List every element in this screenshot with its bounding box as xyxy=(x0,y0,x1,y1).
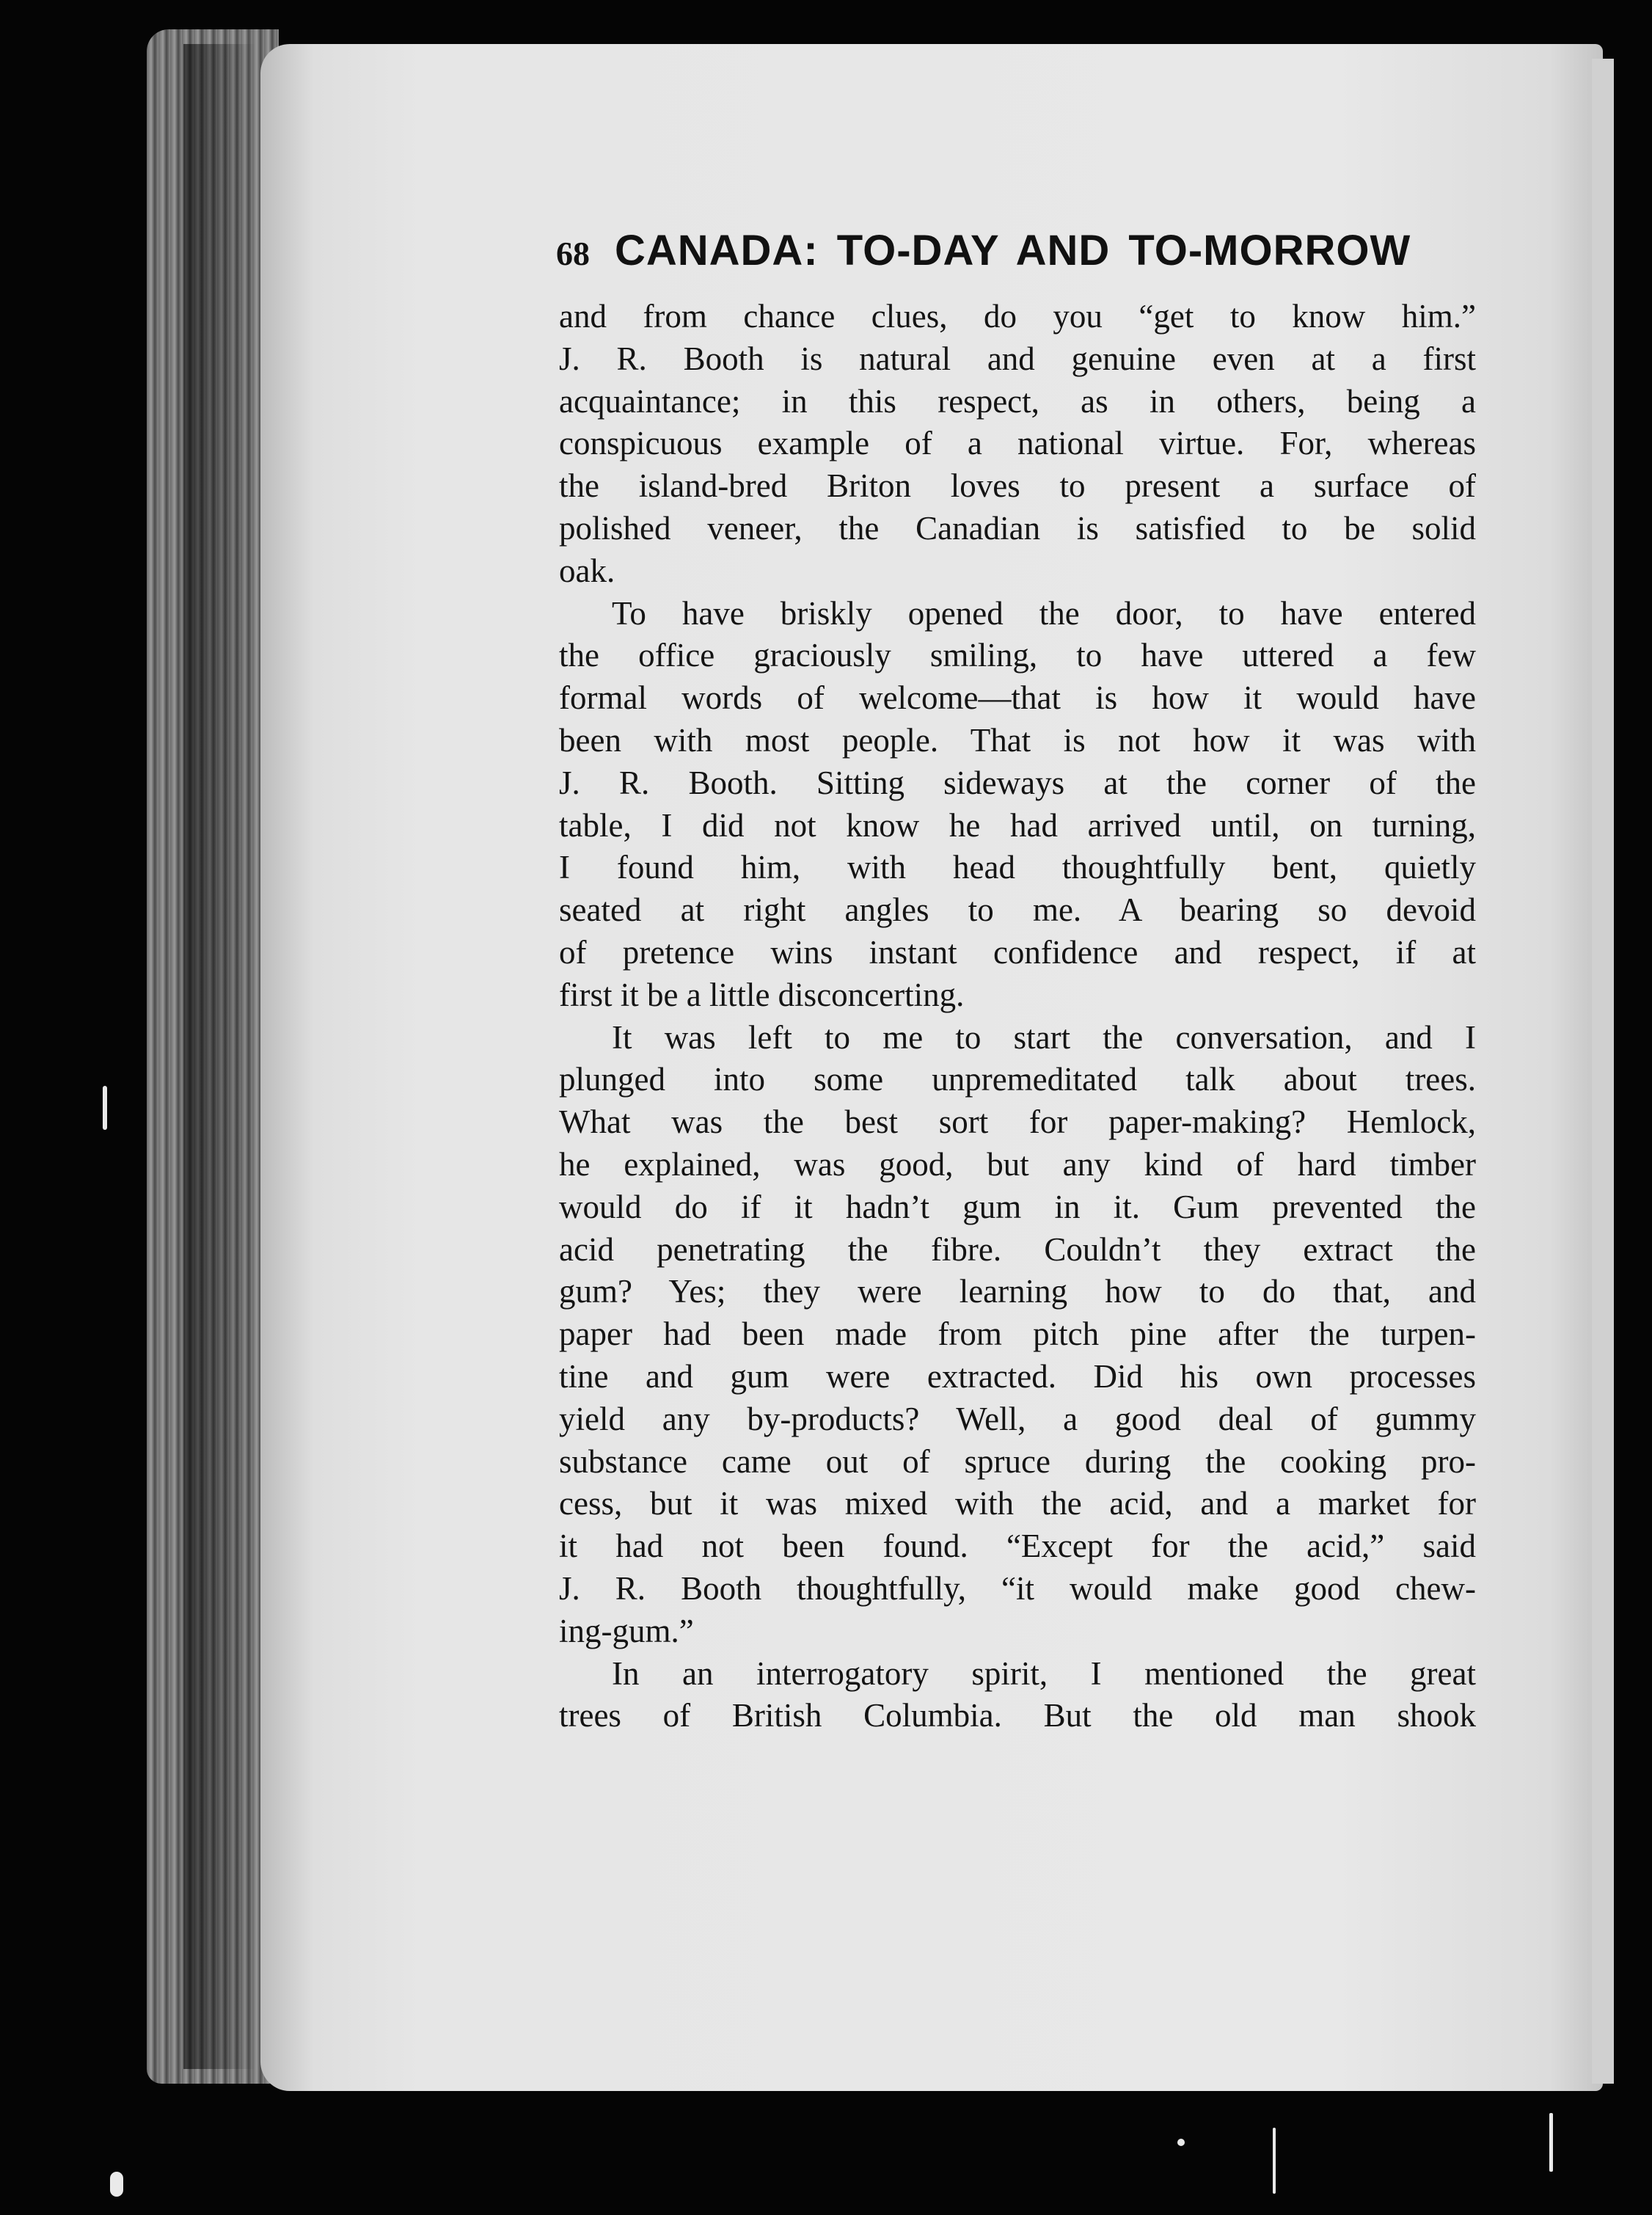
scan-speck xyxy=(1177,2139,1185,2146)
text-line: would do if it hadn’t gum in it. Gum prevented the xyxy=(559,1188,1476,1225)
text-line: acid penetrating the fibre. Couldn’t they extract the xyxy=(559,1230,1476,1268)
text-line: plunged into some unpremeditated talk about trees. xyxy=(559,1061,1476,1098)
body-text xyxy=(559,296,1476,1737)
text-line: been with most people. That is not how it was with xyxy=(559,721,1476,759)
page-right-edge xyxy=(1592,59,1614,2084)
running-title: CANADA: TO-DAY AND TO-MORROW xyxy=(615,227,1411,274)
text-line: and from chance clues, do you “get to know him.” xyxy=(559,298,1476,335)
text-line: polished veneer, the Canadian is satisfied to be solid xyxy=(559,509,1476,547)
text-line: oak. xyxy=(559,552,615,589)
text-line: table, I did not know he had arrived until, on turning, xyxy=(559,806,1476,844)
page-number: 68 xyxy=(556,235,590,272)
text-line: paper had been made from pitch pine after the turpen- xyxy=(559,1316,1476,1353)
text-line: In an interrogatory spirit, I mentioned the great xyxy=(612,1654,1476,1692)
text-line: J. R. Booth thoughtfully, “it would make good chew- xyxy=(559,1569,1476,1607)
text-line: it had not been found. “Except for the acid,” said xyxy=(559,1528,1476,1565)
text-line: substance came out of spruce during the cooking pro- xyxy=(559,1442,1476,1480)
scan-speck xyxy=(1273,2128,1276,2194)
scan-speck xyxy=(1549,2113,1553,2172)
gutter-shadow xyxy=(183,44,286,2069)
text-line: first it be a little disconcerting. xyxy=(559,976,965,1013)
text-line: I found him, with head thoughtfully bent, quietly xyxy=(559,849,1476,886)
scan-speck xyxy=(110,2172,123,2197)
text-line: conspicuous example of a national virtue. For, whereas xyxy=(559,425,1476,462)
text-line: ing-gum.” xyxy=(559,1612,694,1649)
text-line: J. R. Booth. Sitting sideways at the corner of the xyxy=(559,764,1476,801)
text-line: gum? Yes; they were learning how to do that, and xyxy=(559,1273,1476,1310)
text-line: he explained, was good, but any kind of hard timber xyxy=(559,1145,1476,1183)
text-line: J. R. Booth is natural and genuine even at a first xyxy=(559,340,1476,377)
text-line: What was the best sort for paper-making? Hemlock, xyxy=(559,1103,1476,1141)
running-head xyxy=(556,226,1451,285)
text-line: yield any by-products? Well, a good deal of gummy xyxy=(559,1400,1476,1437)
text-line: trees of British Columbia. But the old man shook xyxy=(559,1697,1476,1734)
text-line: formal words of welcome—that is how it would have xyxy=(559,679,1476,717)
text-line: of pretence wins instant confidence and respect, if at xyxy=(559,933,1476,971)
text-line: acquaintance; in this respect, as in others, being a xyxy=(559,382,1476,420)
text-line: the island-bred Briton loves to present a surface of xyxy=(559,467,1476,505)
text-line: To have briskly opened the door, to have entered xyxy=(612,594,1476,632)
text-line: tine and gum were extracted. Did his own processes xyxy=(559,1357,1476,1395)
text-line: the office graciously smiling, to have uttered a few xyxy=(559,637,1476,674)
text-line: cess, but it was mixed with the acid, and a market for xyxy=(559,1485,1476,1522)
text-line: seated at right angles to me. A bearing so devoid xyxy=(559,891,1476,929)
text-line: It was left to me to start the conversation, and I xyxy=(612,1018,1476,1056)
scan-speck xyxy=(103,1086,107,1130)
